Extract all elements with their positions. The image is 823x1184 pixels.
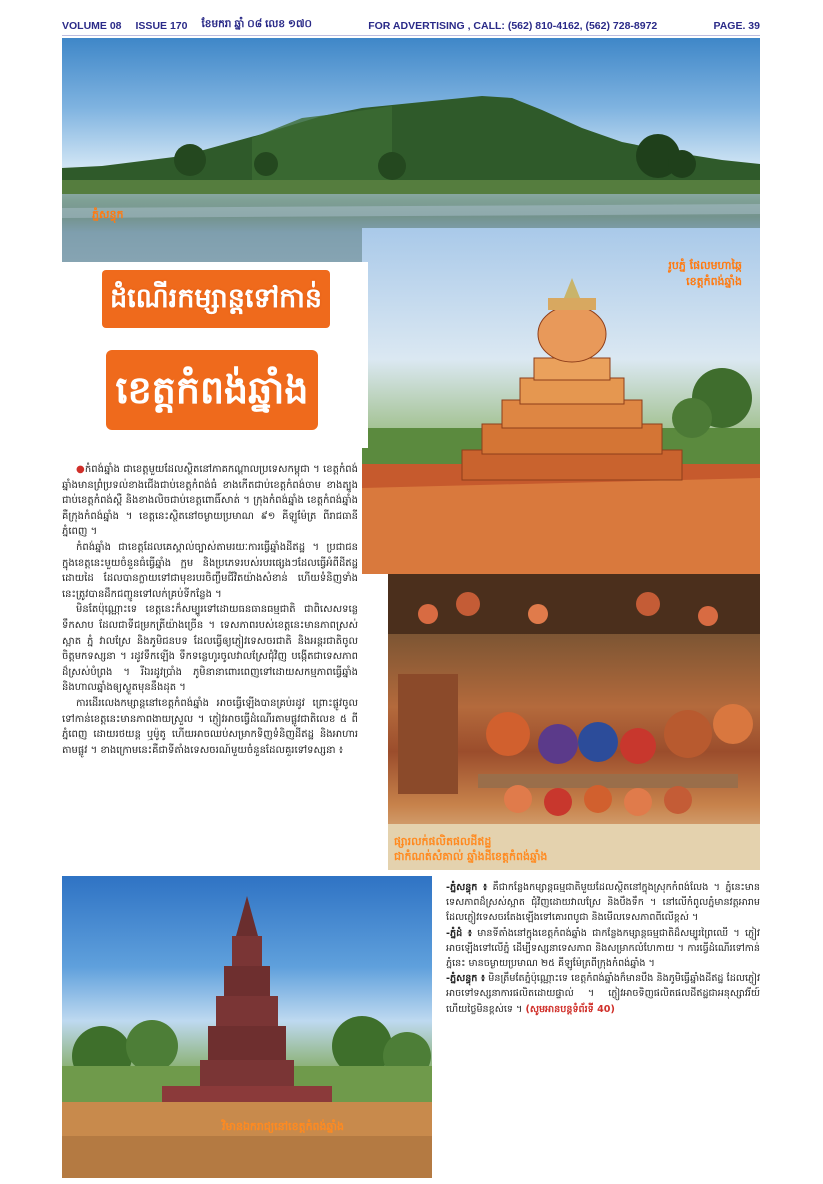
attraction-paragraph [446, 926, 760, 972]
article-body [62, 462, 358, 758]
article-title-line1 [66, 270, 366, 328]
right-column-text [446, 880, 760, 1017]
stupa-photo [362, 228, 760, 574]
article-paragraph-text: កំពង់ឆ្នាំង ជាខេត្តមួយដែលស្ថិតនៅភាគកណ្ដាលប្រទេសកម្ពុជា ។ ខេត្តកំពង់ឆ្នាំងមានព្រំប្រទល់ខាងជើងជាប់ខេត្តកំពង់ធំ ខាងកើតជាប់ខេត្តកំពង់ចាម ខាងត្បូងជាប់ខេត្តកំពង់ស្ពឺ និងខាងលិចជាប់ខេត្តពោធិ៍សាត់ ។ ក្រុងកំពង់ឆ្នាំង ខេត្តកំពង់ឆ្នាំង គឺក្រុងកំពង់ឆ្នាំង ។ ខេត្តនេះស្ថិតនៅចម្ងាយប្រមាណ ៩១ គីឡូម៉ែត្រ ពីរាជធានីភ្នំពេញ ។ [62, 464, 358, 538]
pottery-caption-line2: ជាកំណត់សំគាល់ ឆ្នាំងដីខេត្តកំពង់ឆ្នាំង [394, 850, 548, 863]
page-header [62, 16, 760, 36]
advertising-label: FOR ADVERTISING , CALL: (562) 810-4162, (562) 728-8972 [368, 19, 658, 32]
continued-link: (សូមអានបន្តទំព័រទី 40) [525, 1003, 615, 1015]
khmer-date-label: ខែមករា ឆ្នាំ ០៨ លេខ ១៧០ [201, 18, 312, 30]
hero-caption: ភ្នំសន្ធុក [92, 208, 124, 221]
monument-photo [62, 876, 432, 1178]
attraction-text: មិនត្រឹមតែភ្នំប៉ុណ្ណោះទេ ខេត្តកំពង់ឆ្នាំងក៏មានបឹង និងភូមិធ្វើឆ្នាំងដីឥដ្ឋ ដែលភ្ញៀវអាចទៅទស្សនាការផលិតដោយផ្ទាល់ ។ ភ្ញៀវអាចទិញផលិតផលដីឥដ្ឋជាអនុស្សាវរីយ៍ ហើយថ្លៃមិនខ្ពស់ទេ ។ [446, 973, 760, 1015]
article-title-box [62, 262, 368, 448]
attraction-lead: -ភ្នំសន្ធុក ៖ [446, 882, 488, 893]
attraction-lead: -ភ្នំសន្ធុក ៖ [446, 973, 486, 985]
title-line1-text: ដំណើរកម្សាន្តទៅកាន់ [102, 270, 330, 328]
pottery-market-photo [388, 574, 760, 870]
stupa-caption-line2: ខេត្តកំពង់ឆ្នាំង [686, 275, 742, 288]
title-line2-text: ខេត្តកំពង់ឆ្នាំង [106, 350, 319, 430]
attraction-lead: -ភ្នំដំ ៖ [446, 927, 472, 939]
stupa-caption-line1: រូបភ្នំ ផែលមហាឆ្កៃ [668, 259, 742, 272]
stupa-caption [668, 258, 742, 290]
article-paragraph [62, 462, 358, 540]
monument-caption: វិមានឯករាជ្យនៅខេត្តកំពង់ឆ្នាំង [222, 1120, 344, 1133]
pottery-illustration [388, 574, 760, 870]
volume-label: VOLUME 08 [62, 19, 122, 32]
header-left [62, 18, 312, 33]
pottery-caption [394, 834, 547, 864]
issue-label: ISSUE 170 [135, 19, 188, 32]
article-paragraph: មិនតែប៉ុណ្ណោះទេ ខេត្តនេះក៏សម្បូរទៅដោយធនធានធម្មជាតិ ជាពិសេសទន្លេទឹកសាប ដែលជាទីជម្រកត្រីយ៉ាងច្រើន ។ ទេសភាពរបស់ខេត្តនេះមានភាពស្រស់ស្អាត ភ្នំ វាលស្រែ និងភូមិជនបទ ដែលធ្វើឲ្យភ្ញៀវទេសចរជាតិ និងអន្តរជាតិចូលចិត្តមកទស្សនា ។ រដូវទឹកឡើង ទឹកទន្លេហូរចូលវាលស្រែជុំវិញ បង្កើតជាទេសភាពដ៏ស្រស់បំព្រង ។ រីឯរដូវប្រាំង ភូមិនានាពោរពេញទៅដោយសកម្មភាពធ្វើឆ្នាំង និងហាលឆ្នាំងឲ្យស្ងួតមុននឹងដុត ។ [62, 604, 358, 694]
page-number: PAGE. 39 [713, 19, 760, 32]
bullet-icon: ● [76, 464, 85, 475]
attraction-text: គឺជាកន្លែងកម្សាន្តធម្មជាតិមួយដែលស្ថិតនៅក្នុងស្រុកកំពង់លែង ។ ភ្នំនេះមានទេសភាពដ៏ស្រស់ស្អាត ជុំវិញដោយវាលស្រែ និងបឹងទឹក ។ នៅលើកំពូលភ្នំមានវត្តអារាម ដែលភ្ញៀវទេសចរតែងឡើងទៅគោរពបូជា និងមើលទេសភាពពីលើខ្ពស់ ។ [446, 882, 760, 924]
article-paragraph: ការដើរលេងកម្សាន្តនៅខេត្តកំពង់ឆ្នាំង អាចធ្វើឡើងបានគ្រប់រដូវ ព្រោះផ្លូវចូលទៅកាន់ខេត្តនេះមានភាពងាយស្រួល ។ ភ្ញៀវអាចធ្វើដំណើរតាមផ្លូវជាតិលេខ ៥ ពីភ្នំពេញ ដោយរថយន្ត ឬម៉ូតូ ហើយអាចឈប់សម្រាកទិញទំនិញដីឥដ្ឋ និងអាហារតាមផ្លូវ ។ ខាងក្រោមនេះគឺជាទីតាំងទេសចរណ៍មួយចំនួនដែលគួរទៅទស្សនា ៖ [62, 697, 358, 756]
article-paragraph: កំពង់ឆ្នាំង ជាខេត្តដែលគេស្គាល់ច្បាស់តាមរយៈការធ្វើឆ្នាំងដីឥដ្ឋ ។ ប្រជាជនក្នុងខេត្តនេះមួយចំនួនធំធ្វើឆ្នាំង ក្អម និងប្រភេទរបស់របរផ្សេងៗដែលធ្វើអំពីដីឥដ្ឋដោយដៃ ដែលបានក្លាយទៅជាមុខរបរចិញ្ចឹមជីវិតយ៉ាងសំខាន់ ហើយទំនិញទាំងនេះត្រូវបានដឹកជញ្ជូនទៅលក់គ្រប់ទីកន្លែង ។ [62, 541, 358, 600]
attraction-paragraph [446, 971, 760, 1017]
attraction-paragraph [446, 880, 760, 926]
article-title-line2 [62, 350, 362, 430]
attraction-text: មានទីតាំងនៅក្នុងខេត្តកំពង់ឆ្នាំង ជាកន្លែងកម្សាន្តធម្មជាតិដ៏សម្បូរព្រៃឈើ ។ ភ្ញៀវអាចឡើងទៅលើភ្នំ ដើម្បីទស្សនាទេសភាព និងសម្រាកលំហែកាយ ។ ការធ្វើដំណើរទៅកាន់ភ្នំនេះ មានចម្ងាយប្រមាណ ២៥ គីឡូម៉ែត្រពីក្រុងកំពង់ឆ្នាំង ។ [446, 927, 760, 970]
pottery-caption-line1: ផ្សារលក់ផលិតផលដីឥដ្ឋ [394, 835, 492, 848]
